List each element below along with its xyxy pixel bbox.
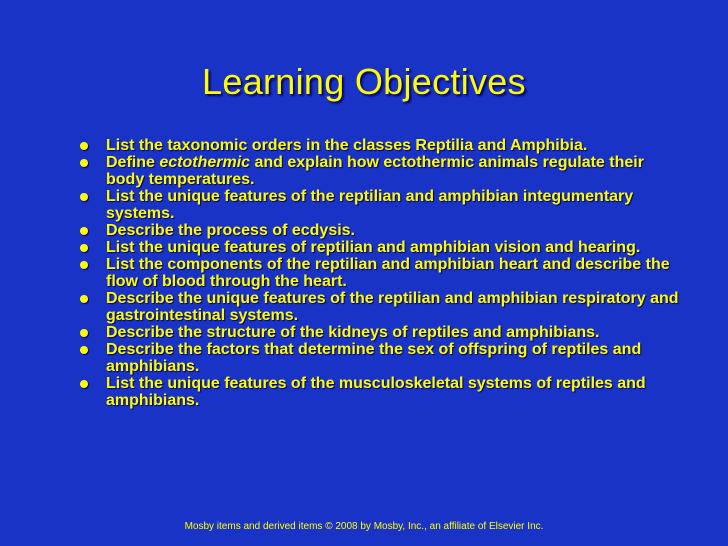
objective-item [80, 291, 680, 324]
objective-item [80, 257, 680, 290]
objective-text: Describe the unique features of the reptilian and amphibian respiratory and gastrointestinal systems. [106, 290, 679, 324]
bullet-icon [80, 142, 88, 150]
bullet-icon [80, 227, 88, 235]
bullet-icon [80, 159, 88, 167]
objective-text: List the unique features of reptilian and amphibian vision and hearing. [106, 239, 641, 257]
objective-text-pre: Define [106, 154, 160, 172]
objective-text: List the unique features of the musculoskeletal systems of reptiles and amphibians. [106, 375, 646, 409]
objective-text-post: and explain how ectothermic animals regulate their body temperatures. [106, 154, 644, 188]
objective-text: List the unique features of the reptilian and amphibian integumentary systems. [106, 188, 634, 222]
slide-title: Learning Objectives [202, 61, 526, 102]
bullet-icon [80, 380, 88, 388]
objective-item [80, 155, 680, 188]
objective-item [80, 189, 680, 222]
bullet-icon [80, 346, 88, 354]
objective-item [80, 240, 680, 257]
objective-item [80, 342, 680, 375]
bullet-icon [80, 295, 88, 303]
objective-text: Describe the factors that determine the sex of offspring of reptiles and amphibians. [106, 341, 642, 375]
objectives-list [80, 138, 680, 410]
bullet-icon [80, 193, 88, 201]
objective-text: List the taxonomic orders in the classes Reptilia and Amphibia. [106, 137, 588, 154]
bullet-icon [80, 261, 88, 269]
objective-emphasis: ectothermic [159, 154, 251, 172]
objective-item [80, 223, 680, 240]
bullet-icon [80, 329, 88, 337]
objective-item [80, 376, 680, 409]
objective-item [80, 138, 680, 155]
objective-text: Describe the process of ecdysis. [106, 221, 355, 239]
bullet-icon [80, 244, 88, 252]
copyright-footer: Mosby items and derived items © 2008 by Mosby, Inc., an affiliate of Elsevier Inc. [184, 521, 544, 532]
objective-text: List the components of the reptilian and amphibian heart and describe the flow of blood through the heart. [106, 256, 670, 290]
objective-item [80, 325, 680, 342]
objective-text: Describe the structure of the kidneys of reptiles and amphibians. [106, 324, 600, 342]
